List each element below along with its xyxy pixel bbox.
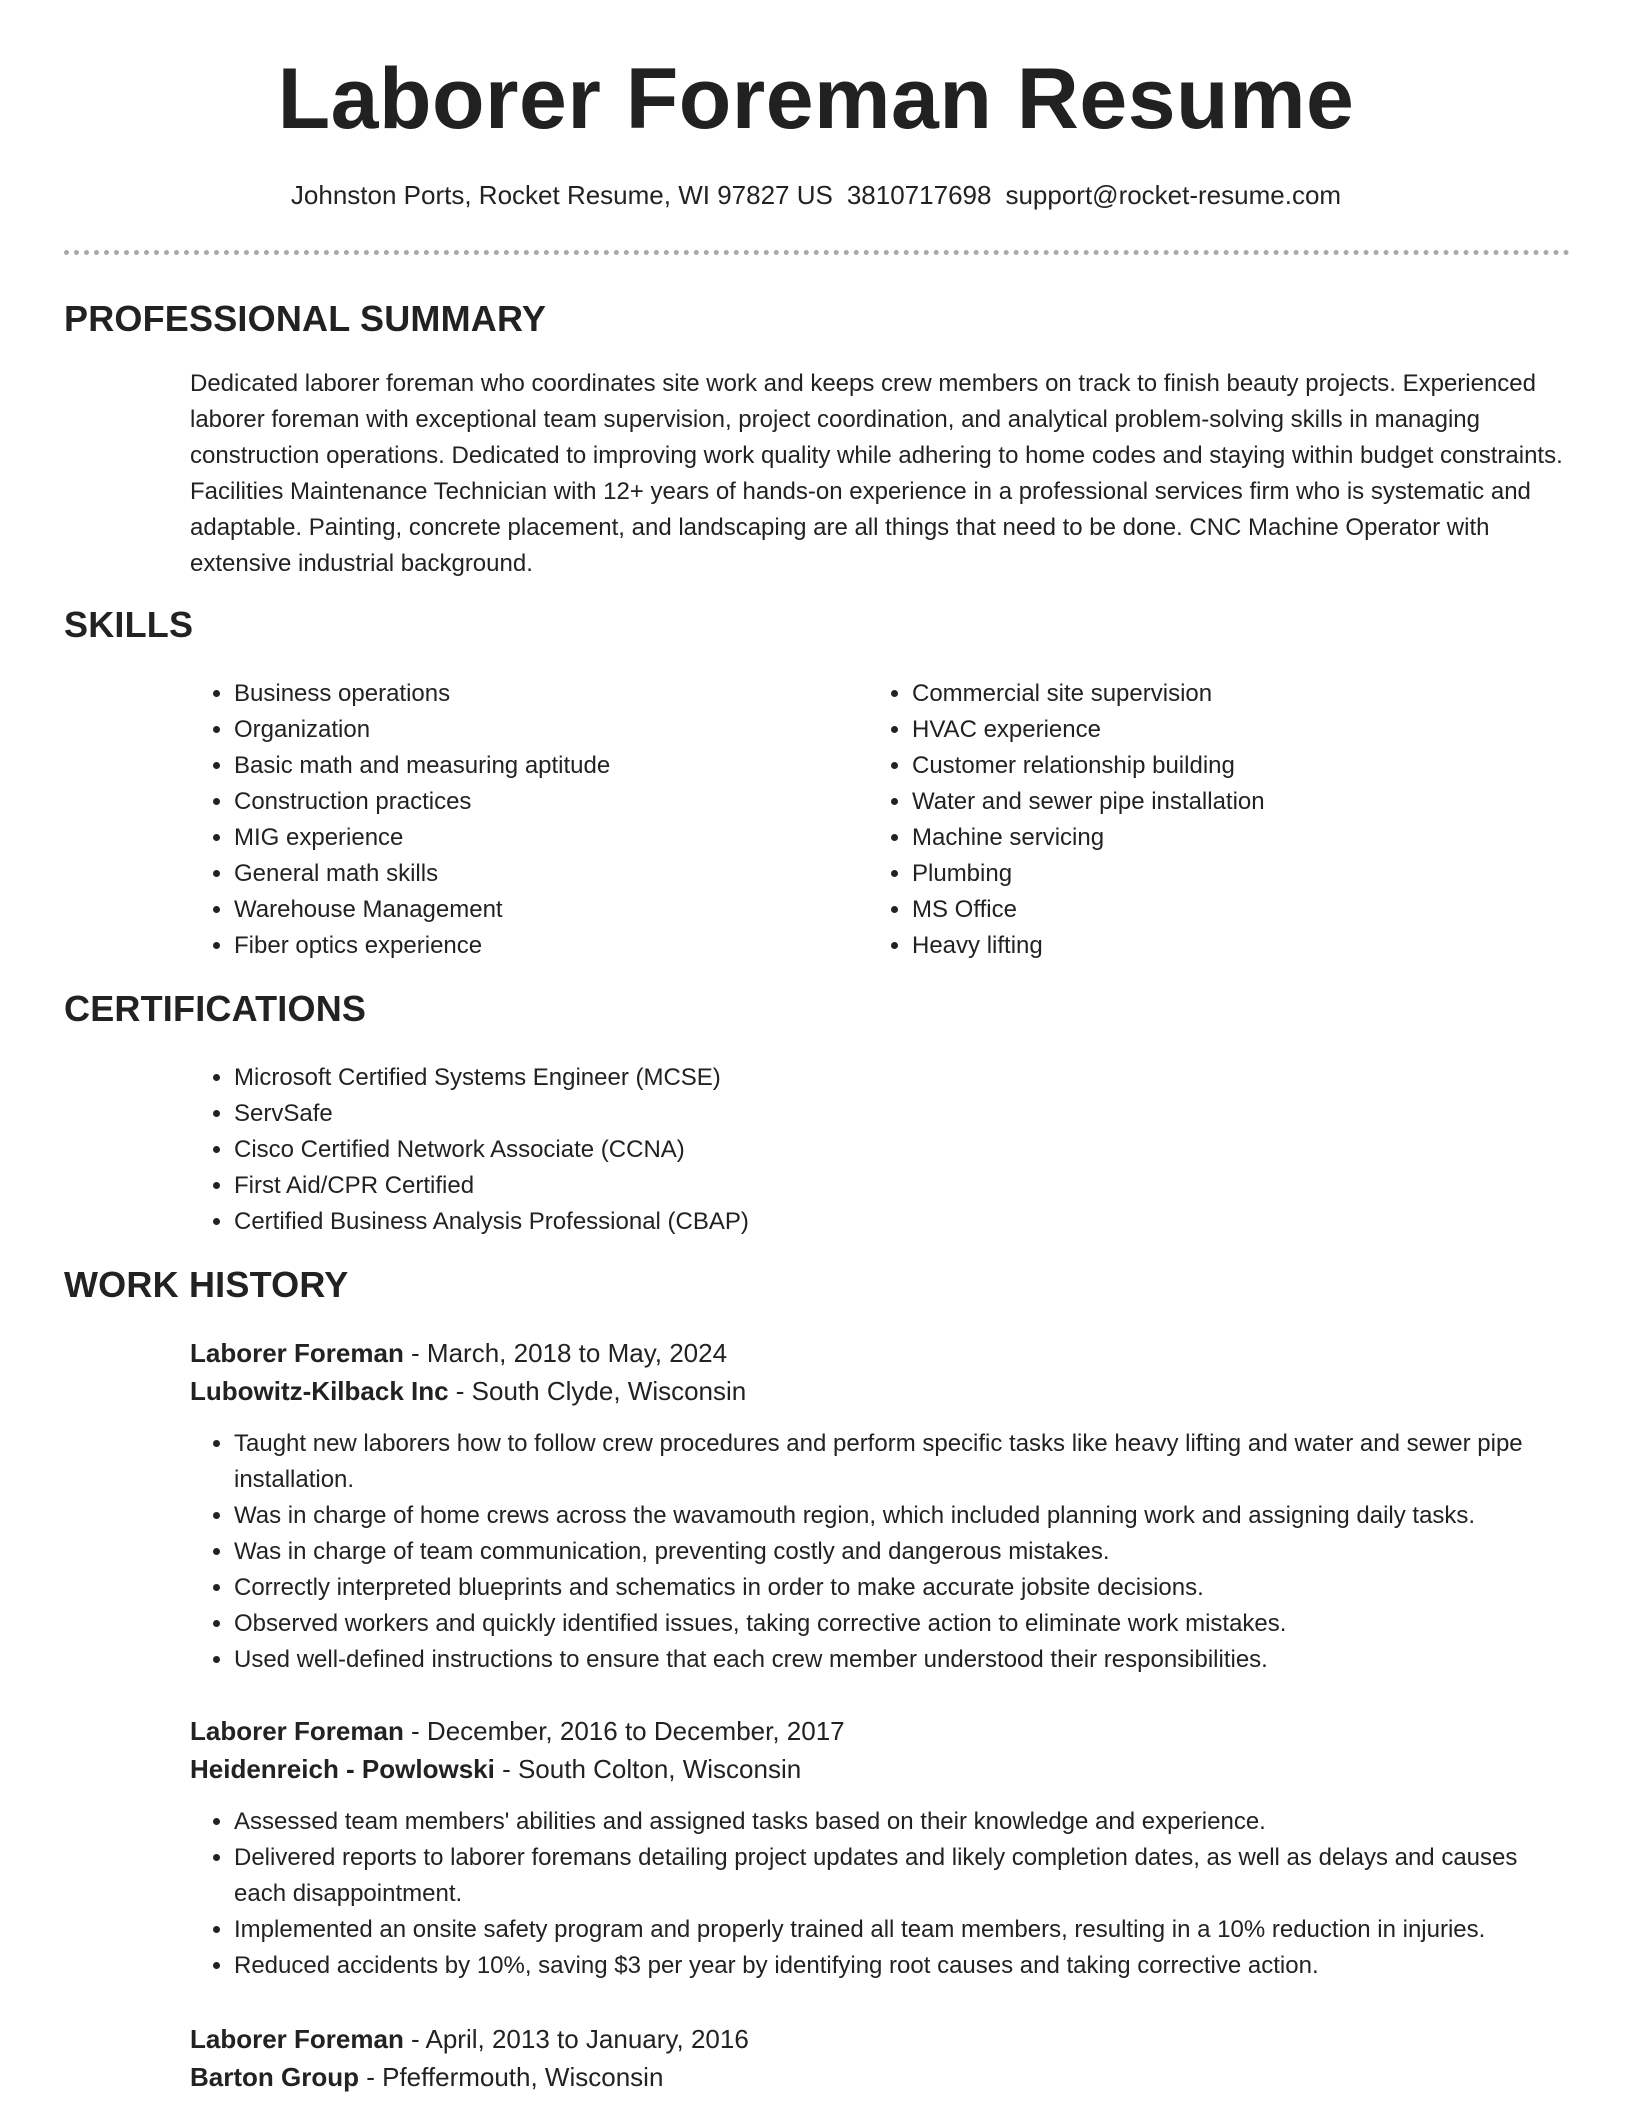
certification-item: • Certified Business Analysis Professional (CBAP) bbox=[234, 1204, 1570, 1240]
job-location: - South Clyde, Wisconsin bbox=[448, 1376, 747, 1406]
job-bullet: • Was in charge of home crews across the wavamouth region, which included planning work and assigning daily tasks. bbox=[234, 1498, 1570, 1534]
job-bullet: • Implemented an onsite safety program and properly trained all team members, resulting in a 10% reduction in injuries. bbox=[234, 1912, 1570, 1948]
skill-item: • HVAC experience bbox=[912, 712, 1508, 748]
job-entry bbox=[190, 1334, 1570, 1678]
job-company: Lubowitz-Kilback Inc bbox=[190, 1376, 449, 1406]
job-entry bbox=[190, 2020, 1570, 2096]
resume-title: Laborer Foreman Resume bbox=[277, 51, 1355, 147]
job-location: - South Colton, Wisconsin bbox=[494, 1754, 802, 1784]
skill-item: • Fiber optics experience bbox=[234, 928, 830, 964]
certification-item: • ServSafe bbox=[234, 1096, 1570, 1132]
job-role: Laborer Foreman bbox=[190, 1716, 404, 1746]
contact-email[interactable]: support@rocket-resume.com bbox=[1005, 180, 1342, 210]
skill-item: • Basic math and measuring aptitude bbox=[234, 748, 830, 784]
certification-item: • Microsoft Certified Systems Engineer (MCSE) bbox=[234, 1060, 1570, 1096]
certifications-list bbox=[190, 1060, 1570, 1240]
job-bullet: • Correctly interpreted blueprints and schematics in order to make accurate jobsite decisions. bbox=[234, 1570, 1570, 1606]
contact-phone: 3810717698 bbox=[846, 180, 992, 210]
certifications-heading: CERTIFICATIONS bbox=[64, 988, 367, 1029]
skills-column-right bbox=[868, 676, 1508, 964]
skills-heading: SKILLS bbox=[64, 604, 194, 645]
job-company-line bbox=[190, 2058, 1570, 2096]
job-company: Barton Group bbox=[190, 2062, 359, 2092]
job-bullet: • Was in charge of team communication, preventing costly and dangerous mistakes. bbox=[234, 1534, 1570, 1570]
job-dates: - December, 2016 to December, 2017 bbox=[403, 1716, 845, 1746]
skill-item: • Organization bbox=[234, 712, 830, 748]
skill-item: • Commercial site supervision bbox=[912, 676, 1508, 712]
skill-item: • Water and sewer pipe installation bbox=[912, 784, 1508, 820]
skill-item: • Customer relationship building bbox=[912, 748, 1508, 784]
job-bullets bbox=[190, 1426, 1570, 1678]
job-title-line bbox=[190, 2020, 1570, 2058]
skill-item: • MS Office bbox=[912, 892, 1508, 928]
job-bullet: • Observed workers and quickly identified issues, taking corrective action to eliminate work mistakes. bbox=[234, 1606, 1570, 1642]
skill-item: • Plumbing bbox=[912, 856, 1508, 892]
job-role: Laborer Foreman bbox=[190, 2024, 404, 2054]
certification-item: • Cisco Certified Network Associate (CCNA) bbox=[234, 1132, 1570, 1168]
job-bullet: • Assessed team members' abilities and assigned tasks based on their knowledge and experience. bbox=[234, 1804, 1570, 1840]
summary-heading: PROFESSIONAL SUMMARY bbox=[64, 298, 547, 339]
skill-item: • MIG experience bbox=[234, 820, 830, 856]
job-company-line bbox=[190, 1372, 1570, 1410]
job-company: Heidenreich - Powlowski bbox=[190, 1754, 495, 1784]
skill-item: • Machine servicing bbox=[912, 820, 1508, 856]
header-divider bbox=[64, 250, 1570, 255]
certification-item: • First Aid/CPR Certified bbox=[234, 1168, 1570, 1204]
skill-item: • Construction practices bbox=[234, 784, 830, 820]
job-company-line bbox=[190, 1750, 1570, 1788]
job-title-line bbox=[190, 1334, 1570, 1372]
job-bullet: • Taught new laborers how to follow crew procedures and perform specific tasks like heavy lifting and water and sewer pipe installation. bbox=[234, 1426, 1570, 1498]
skill-item: • Heavy lifting bbox=[912, 928, 1508, 964]
job-entry bbox=[190, 1712, 1570, 1984]
work-history-heading: WORK HISTORY bbox=[64, 1264, 349, 1305]
job-dates: - March, 2018 to May, 2024 bbox=[403, 1338, 728, 1368]
job-title-line bbox=[190, 1712, 1570, 1750]
job-dates: - April, 2013 to January, 2016 bbox=[403, 2024, 749, 2054]
job-bullet: • Delivered reports to laborer foremans detailing project updates and likely completion dates, as well as delays and causes each disappointment. bbox=[234, 1840, 1570, 1912]
job-bullet: • Reduced accidents by 10%, saving $3 per year by identifying root causes and taking corrective action. bbox=[234, 1948, 1570, 1984]
skill-item: • Warehouse Management bbox=[234, 892, 830, 928]
job-location: - Pfeffermouth, Wisconsin bbox=[359, 2062, 664, 2092]
skill-item: • General math skills bbox=[234, 856, 830, 892]
job-bullets bbox=[190, 1804, 1570, 1984]
summary-text: Dedicated laborer foreman who coordinates site work and keeps crew members on track to finish beauty projects. Experienced laborer foreman with exceptional team supervision, project coordination, and analytical problem-solving skills in managing construction operations. Dedicated to improving work quality while adhering to home codes and staying within budget constraints. Facilities Maintenance Technician with 12+ years of hands-on experience in a professional services firm who is systematic and adaptable. Painting, concrete placement, and landscaping are all things that need to be done. CNC Machine Operator with extensive industrial background. bbox=[190, 370, 1563, 577]
contact-address: Johnston Ports, Rocket Resume, WI 97827 US bbox=[290, 180, 833, 210]
contact-line bbox=[0, 180, 1632, 211]
skills-column-left bbox=[190, 676, 830, 964]
skill-item: • Business operations bbox=[234, 676, 830, 712]
job-bullet: • Used well-defined instructions to ensure that each crew member understood their responsibilities. bbox=[234, 1642, 1570, 1678]
job-role: Laborer Foreman bbox=[190, 1338, 404, 1368]
